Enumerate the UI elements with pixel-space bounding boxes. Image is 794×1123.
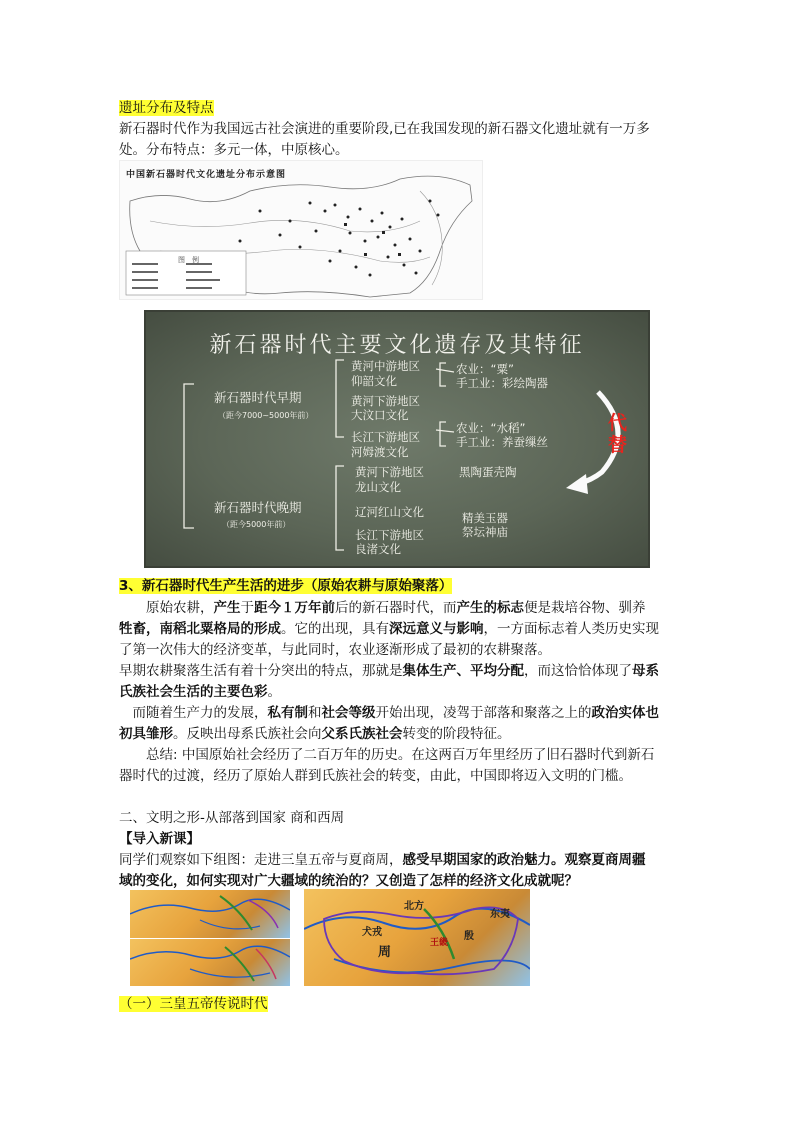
text-run: 而随着生产力的发展，: [119, 705, 268, 721]
paragraph-line: 处。分布特点：多元一体，中原核心。: [119, 142, 349, 158]
map-outline: [120, 161, 482, 299]
culture-name: 大汶口文化: [351, 408, 409, 422]
text-run: 便是: [524, 600, 551, 616]
text-run: 。它的出现，具有: [281, 621, 389, 637]
paragraph-line: [119, 682, 679, 703]
paragraph-line: 器时代的过渡，经历了原始人群到氏族社会的转变，由此，中国即将迈入文明的门槛。: [119, 768, 632, 784]
text-run: ，一方面标志着人类历史实现: [483, 621, 659, 637]
replace-char: 代: [608, 412, 628, 434]
region-label: 黄河下游地区: [351, 394, 420, 408]
text-run: 栽培谷物、驯养: [551, 600, 646, 616]
board-title: 新石器时代主要文化遗存及其特征: [209, 333, 585, 358]
culture-name: 辽河红山文化: [355, 505, 424, 519]
late-period: 新石器时代晚期: [214, 500, 302, 515]
bold-run: 政治实体也: [591, 705, 659, 721]
culture-name: 良渚文化: [355, 542, 401, 556]
text-run: 于: [240, 600, 254, 616]
bold-run: 牲畜，南稻北粟格局的形成: [119, 621, 281, 637]
feature-text: 农业：“粟”: [456, 362, 514, 376]
early-period-sub: （距今7000~5000年前）: [218, 411, 314, 420]
region-label: 长江下游地区: [351, 430, 420, 444]
bold-run: 私有制: [267, 705, 308, 721]
paragraph-line: [119, 724, 679, 745]
feature-text: 精美玉器: [462, 511, 508, 525]
early-period: 新石器时代早期: [214, 390, 302, 405]
bold-run: 深远意义与影响: [389, 621, 484, 637]
culture-name: 河姆渡文化: [351, 445, 409, 459]
feature-text: 手工业：彩绘陶器: [456, 376, 548, 390]
map-title: 中国新石器时代文化遗址分布示意图: [126, 170, 287, 180]
text-run: 转变的阶段特征。: [402, 726, 511, 742]
map-label: 周: [378, 945, 392, 960]
bold-run: 氏族社会生活的主要色彩: [119, 684, 268, 700]
section-heading: 3、新石器时代生产生活的进步（原始农耕与原始聚落）: [119, 578, 453, 594]
map-label: 东夷: [490, 909, 510, 920]
map-rivers: [130, 939, 290, 986]
text-run: 。: [267, 684, 281, 700]
bold-run: 感受早期国家的政治魅力。观察夏商周疆: [402, 852, 646, 868]
bold-run: 产生: [213, 600, 241, 616]
map-label: 王畿: [430, 938, 449, 948]
feature-text: 手工业：养蚕缫丝: [456, 435, 548, 449]
paragraph-line: 总结: 中国原始社会经历了二百万年的历史。在这两百万年里经历了旧石器时代到新石: [119, 747, 655, 763]
culture-name: 龙山文化: [355, 480, 401, 494]
bold-run: 父系氏族社会: [321, 726, 403, 742]
sub-heading: 【导入新课】: [119, 831, 200, 847]
culture-board: [144, 310, 650, 568]
subsection-heading: （一）三皇五帝传说时代: [119, 996, 268, 1012]
map-label: 犬戎: [362, 927, 382, 938]
text-run: 。反映出母系氏族社会向: [173, 726, 322, 742]
bold-run: 集体生产、平均分配: [402, 663, 524, 679]
paragraph-line: [119, 619, 679, 640]
paragraph-line: [119, 850, 679, 871]
feature-text: 农业：“水稻”: [456, 421, 526, 435]
paragraph-line: [119, 598, 679, 619]
text-run: 开始出现，凌驾于部落和聚落之上的: [375, 705, 592, 721]
bold-run: 初具雏形: [119, 726, 173, 742]
region-label: 黄河下游地区: [355, 465, 424, 479]
zhou-map: [304, 889, 530, 986]
paragraph-line: 新石器时代作为我国远古社会演进的重要阶段,已在我国发现的新石器文化遗址就有一万多: [119, 121, 650, 137]
text-run: 后的新石器时代，而: [335, 600, 457, 616]
feature-text: 黑陶蛋壳陶: [459, 465, 517, 479]
text-run: 原始农耕，: [119, 600, 214, 616]
shang-map: [130, 939, 290, 986]
map-label: 殷: [464, 931, 474, 942]
paragraph-line: 域的变化，如何实现对广大疆域的统治的？又创造了怎样的经济文化成就呢？: [119, 873, 578, 889]
section-heading: 遗址分布及特点: [119, 100, 214, 116]
paragraph-line: [119, 661, 679, 682]
xia-map: [130, 890, 290, 938]
bold-run: 社会等级: [321, 705, 376, 721]
region-label: 长江下游地区: [355, 528, 424, 542]
bold-run: 产生的标志: [456, 600, 524, 616]
replace-char: 替: [608, 434, 628, 456]
neolithic-sites-map: [119, 160, 483, 300]
text-run: ，而这恰恰体现了: [524, 663, 632, 679]
bold-run: 距今１万年前: [254, 600, 335, 616]
feature-text: 祭坛神庙: [462, 525, 508, 539]
text-run: 和: [308, 705, 322, 721]
culture-name: 仰韶文化: [351, 374, 397, 388]
text-run: 早期农耕聚落生活有着十分突出的特点，那就是: [119, 663, 403, 679]
map-label: 北方: [404, 901, 424, 912]
late-period-sub: （距今5000年前）: [222, 520, 291, 529]
paragraph-line: 了第一次伟大的经济变革，与此同时，农业逐渐形成了最初的农耕聚落。: [119, 642, 551, 658]
bold-run: 母系: [632, 663, 659, 679]
map-legend-title: 图 例: [178, 256, 199, 264]
paragraph-line: [119, 703, 679, 724]
map-rivers: [130, 890, 290, 938]
region-label: 黄河中游地区: [351, 359, 420, 373]
section-heading: 二、文明之形-从部落到国家 商和西周: [119, 810, 345, 826]
text-run: 同学们观察如下组图：走进三皇五帝与夏商周，: [119, 852, 403, 868]
